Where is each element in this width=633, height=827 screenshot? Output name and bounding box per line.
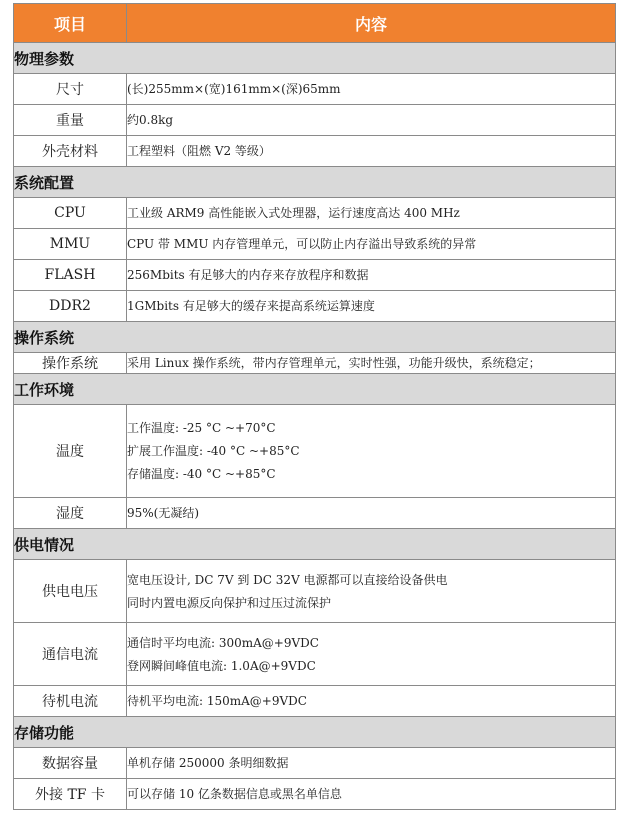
value-line: 同时内置电源反向保护和过压过流保护 (127, 595, 332, 610)
row-value (127, 686, 616, 717)
value-line: 工程塑料（阻燃 V2 等级） (127, 144, 271, 158)
section-title: 系统配置 (14, 167, 616, 198)
value-line: 登网瞬间峰值电流: 1.0A@+9VDC (127, 658, 316, 673)
section-header-row (14, 529, 616, 560)
table-row (14, 779, 616, 810)
value-line: 存储温度: -40 °C ~+85°C (127, 467, 276, 481)
row-value (127, 498, 616, 529)
section-header-row (14, 43, 616, 74)
row-label: 湿度 (14, 498, 127, 529)
value-line: 95%(无凝结) (127, 506, 200, 520)
value-line: 单机存储 250000 条明细数据 (127, 756, 289, 770)
value-line: 通信时平均电流: 300mA@+9VDC (127, 635, 319, 650)
table-row (14, 405, 616, 498)
row-value (127, 291, 616, 322)
header-content: 内容 (127, 4, 616, 43)
row-label: 通信电流 (14, 623, 127, 686)
section-title: 物理参数 (14, 43, 616, 74)
row-label: DDR2 (14, 291, 127, 322)
value-line: 采用 Linux 操作系统，带内存管理单元，实时性强，功能升级快，系统稳定； (127, 356, 541, 370)
table-row (14, 353, 616, 374)
section-title: 操作系统 (14, 322, 616, 353)
row-value (127, 748, 616, 779)
value-line: 待机平均电流: 150mA@+9VDC (127, 694, 307, 708)
section-header-row (14, 374, 616, 405)
row-value (127, 560, 616, 623)
row-label: 温度 (14, 405, 127, 498)
table-row (14, 74, 616, 105)
value-line: 工业级 ARM9 高性能嵌入式处理器，运行速度高达 400 MHz (127, 206, 460, 220)
table-row (14, 498, 616, 529)
table-row (14, 291, 616, 322)
table-row (14, 105, 616, 136)
value-line: 1GMbits 有足够大的缓存来提高系统运算速度 (127, 299, 375, 313)
value-line: 工作温度: -25 °C ~+70°C (127, 421, 276, 435)
row-label: 操作系统 (14, 353, 127, 374)
row-label: CPU (14, 198, 127, 229)
value-line: CPU 带 MMU 内存管理单元，可以防止内存溢出导致系统的异常 (127, 237, 477, 251)
row-value (127, 623, 616, 686)
table-row (14, 260, 616, 291)
row-value (127, 779, 616, 810)
table-header-row (14, 4, 616, 43)
section-header-row (14, 322, 616, 353)
row-label: 重量 (14, 105, 127, 136)
value-line: 扩展工作温度: -40 °C ~+85°C (127, 444, 300, 458)
table-row (14, 136, 616, 167)
value-line: 可以存储 10 亿条数据信息或黑名单信息 (127, 787, 342, 801)
row-label: 待机电流 (14, 686, 127, 717)
header-item: 项目 (14, 4, 127, 43)
row-label: FLASH (14, 260, 127, 291)
section-header-row (14, 717, 616, 748)
row-label: 数据容量 (14, 748, 127, 779)
row-value (127, 198, 616, 229)
value-line: 宽电压设计, DC 7V 到 DC 32V 电源都可以直接给设备供电 (127, 572, 448, 587)
value-line: 约0.8kg (127, 113, 174, 127)
row-value (127, 229, 616, 260)
row-value (127, 353, 616, 374)
row-label: 外壳材料 (14, 136, 127, 167)
section-title: 存储功能 (14, 717, 616, 748)
section-header-row (14, 167, 616, 198)
row-label: 外接 TF 卡 (14, 779, 127, 810)
table-row (14, 623, 616, 686)
table-row (14, 198, 616, 229)
row-value (127, 105, 616, 136)
table-row (14, 560, 616, 623)
value-line: 256Mbits 有足够大的内存来存放程序和数据 (127, 268, 369, 282)
section-title: 工作环境 (14, 374, 616, 405)
table-row (14, 686, 616, 717)
section-title: 供电情况 (14, 529, 616, 560)
row-value (127, 405, 616, 498)
table-row (14, 229, 616, 260)
row-label: 尺寸 (14, 74, 127, 105)
row-value (127, 136, 616, 167)
table-row (14, 748, 616, 779)
row-value (127, 260, 616, 291)
row-label: 供电电压 (14, 560, 127, 623)
row-value (127, 74, 616, 105)
spec-table (13, 3, 616, 810)
row-label: MMU (14, 229, 127, 260)
value-line: (长)255mm×(宽)161mm×(深)65mm (127, 82, 341, 96)
